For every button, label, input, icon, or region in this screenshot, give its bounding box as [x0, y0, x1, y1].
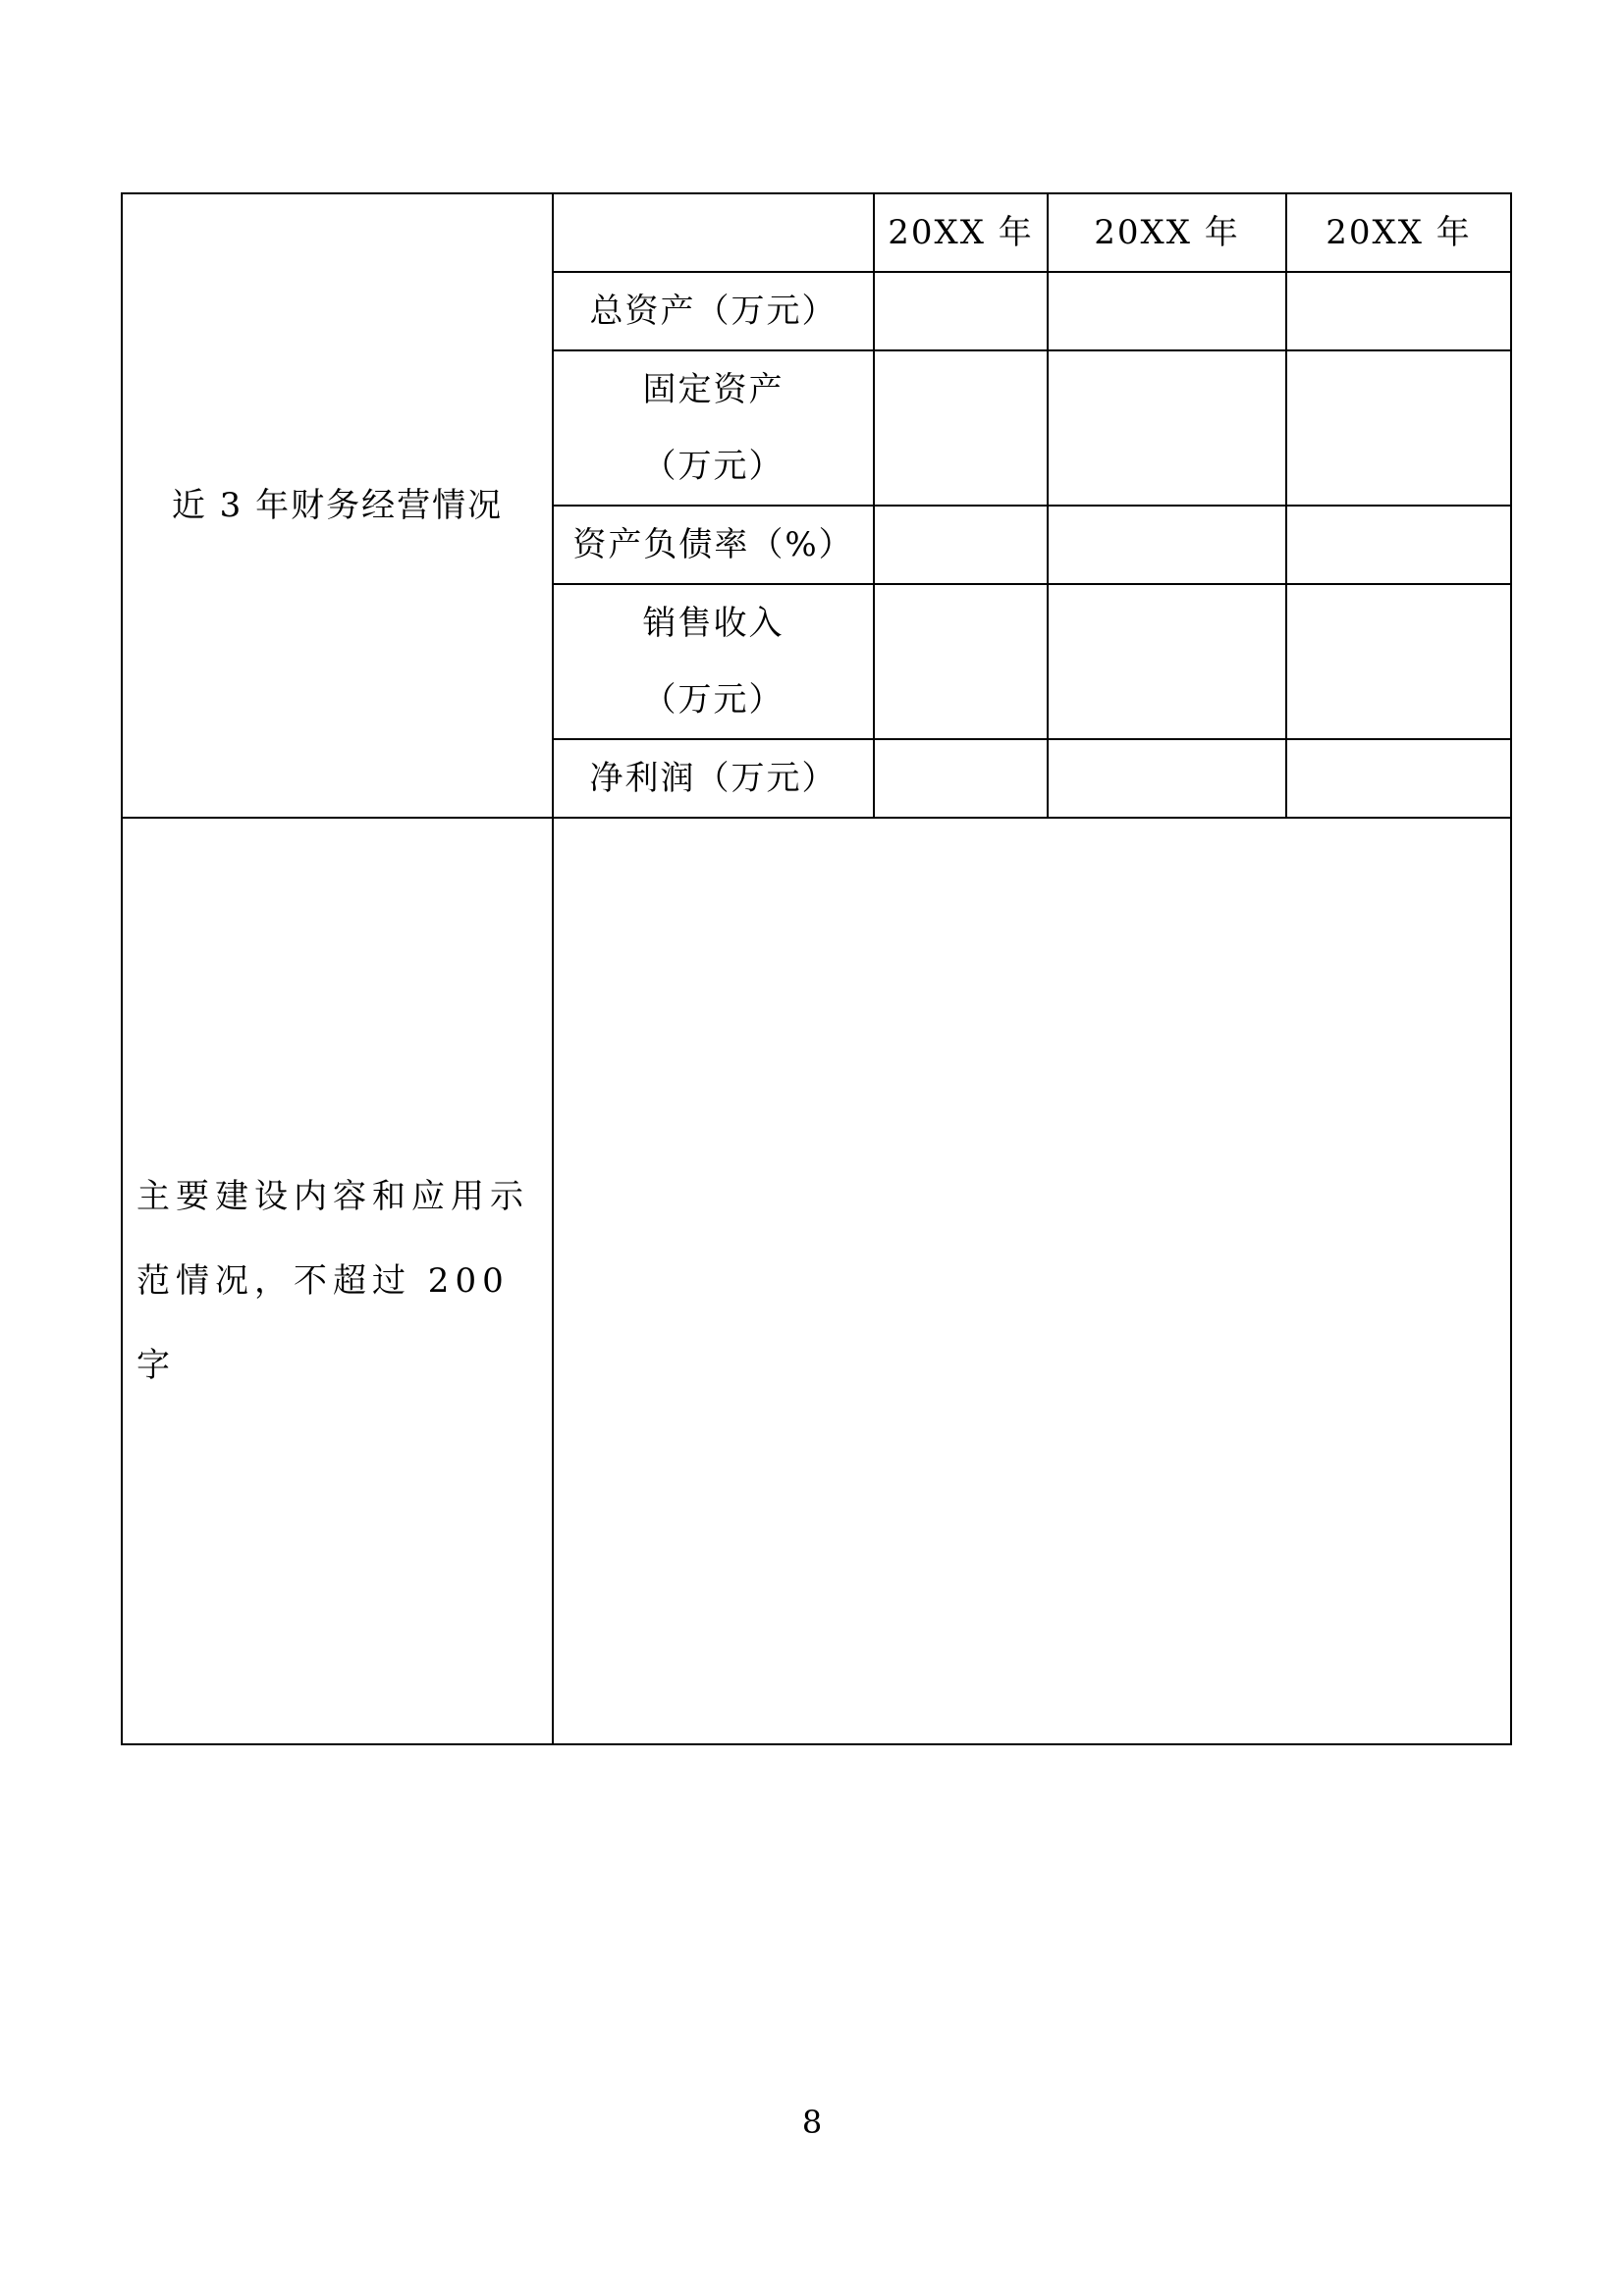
sales-revenue-label-line2: （万元） — [642, 680, 785, 720]
fixed-assets-label-line1: 固定资产 — [642, 370, 785, 409]
sales-revenue-year1-cell[interactable] — [874, 584, 1048, 739]
construction-content-cell[interactable] — [553, 818, 1511, 1744]
sales-revenue-label-line1: 销售收入 — [642, 604, 785, 643]
fixed-assets-year1-cell[interactable] — [874, 350, 1048, 506]
page-number: 8 — [801, 2104, 823, 2141]
fixed-assets-label-line2: （万元） — [642, 447, 785, 486]
total-assets-year2-cell[interactable] — [1048, 272, 1286, 350]
total-assets-label: 总资产（万元） — [553, 272, 874, 350]
debt-ratio-year2-cell[interactable] — [1048, 506, 1286, 584]
fixed-assets-year3-cell[interactable] — [1286, 350, 1511, 506]
construction-label — [122, 818, 553, 1744]
net-profit-year1-cell[interactable] — [874, 739, 1048, 818]
sales-revenue-label — [553, 584, 874, 739]
debt-ratio-year3-cell[interactable] — [1286, 506, 1511, 584]
construction-label-line1: 主要建设内容和应用示 — [136, 1177, 529, 1216]
debt-ratio-label: 资产负债率（%） — [553, 506, 874, 584]
finance-section-label-text: 近 3 年财务经营情况 — [171, 486, 504, 525]
fixed-assets-label — [553, 350, 874, 506]
construction-label-line2: 范情况，不超过 200 字 — [136, 1261, 510, 1385]
total-assets-year3-cell[interactable] — [1286, 272, 1511, 350]
net-profit-label: 净利润（万元） — [553, 739, 874, 818]
debt-ratio-year1-cell[interactable] — [874, 506, 1048, 584]
finance-info-table — [121, 192, 1512, 1745]
net-profit-year2-cell[interactable] — [1048, 739, 1286, 818]
total-assets-year1-cell[interactable] — [874, 272, 1048, 350]
year-header-row — [122, 193, 1511, 272]
sales-revenue-year3-cell[interactable] — [1286, 584, 1511, 739]
header-corner-cell — [553, 193, 874, 272]
finance-section-label — [122, 193, 553, 818]
sales-revenue-year2-cell[interactable] — [1048, 584, 1286, 739]
year-header-2: 20XX 年 — [1048, 193, 1286, 272]
year-header-1: 20XX 年 — [874, 193, 1048, 272]
construction-row — [122, 818, 1511, 1744]
fixed-assets-year2-cell[interactable] — [1048, 350, 1286, 506]
year-header-3: 20XX 年 — [1286, 193, 1511, 272]
net-profit-year3-cell[interactable] — [1286, 739, 1511, 818]
